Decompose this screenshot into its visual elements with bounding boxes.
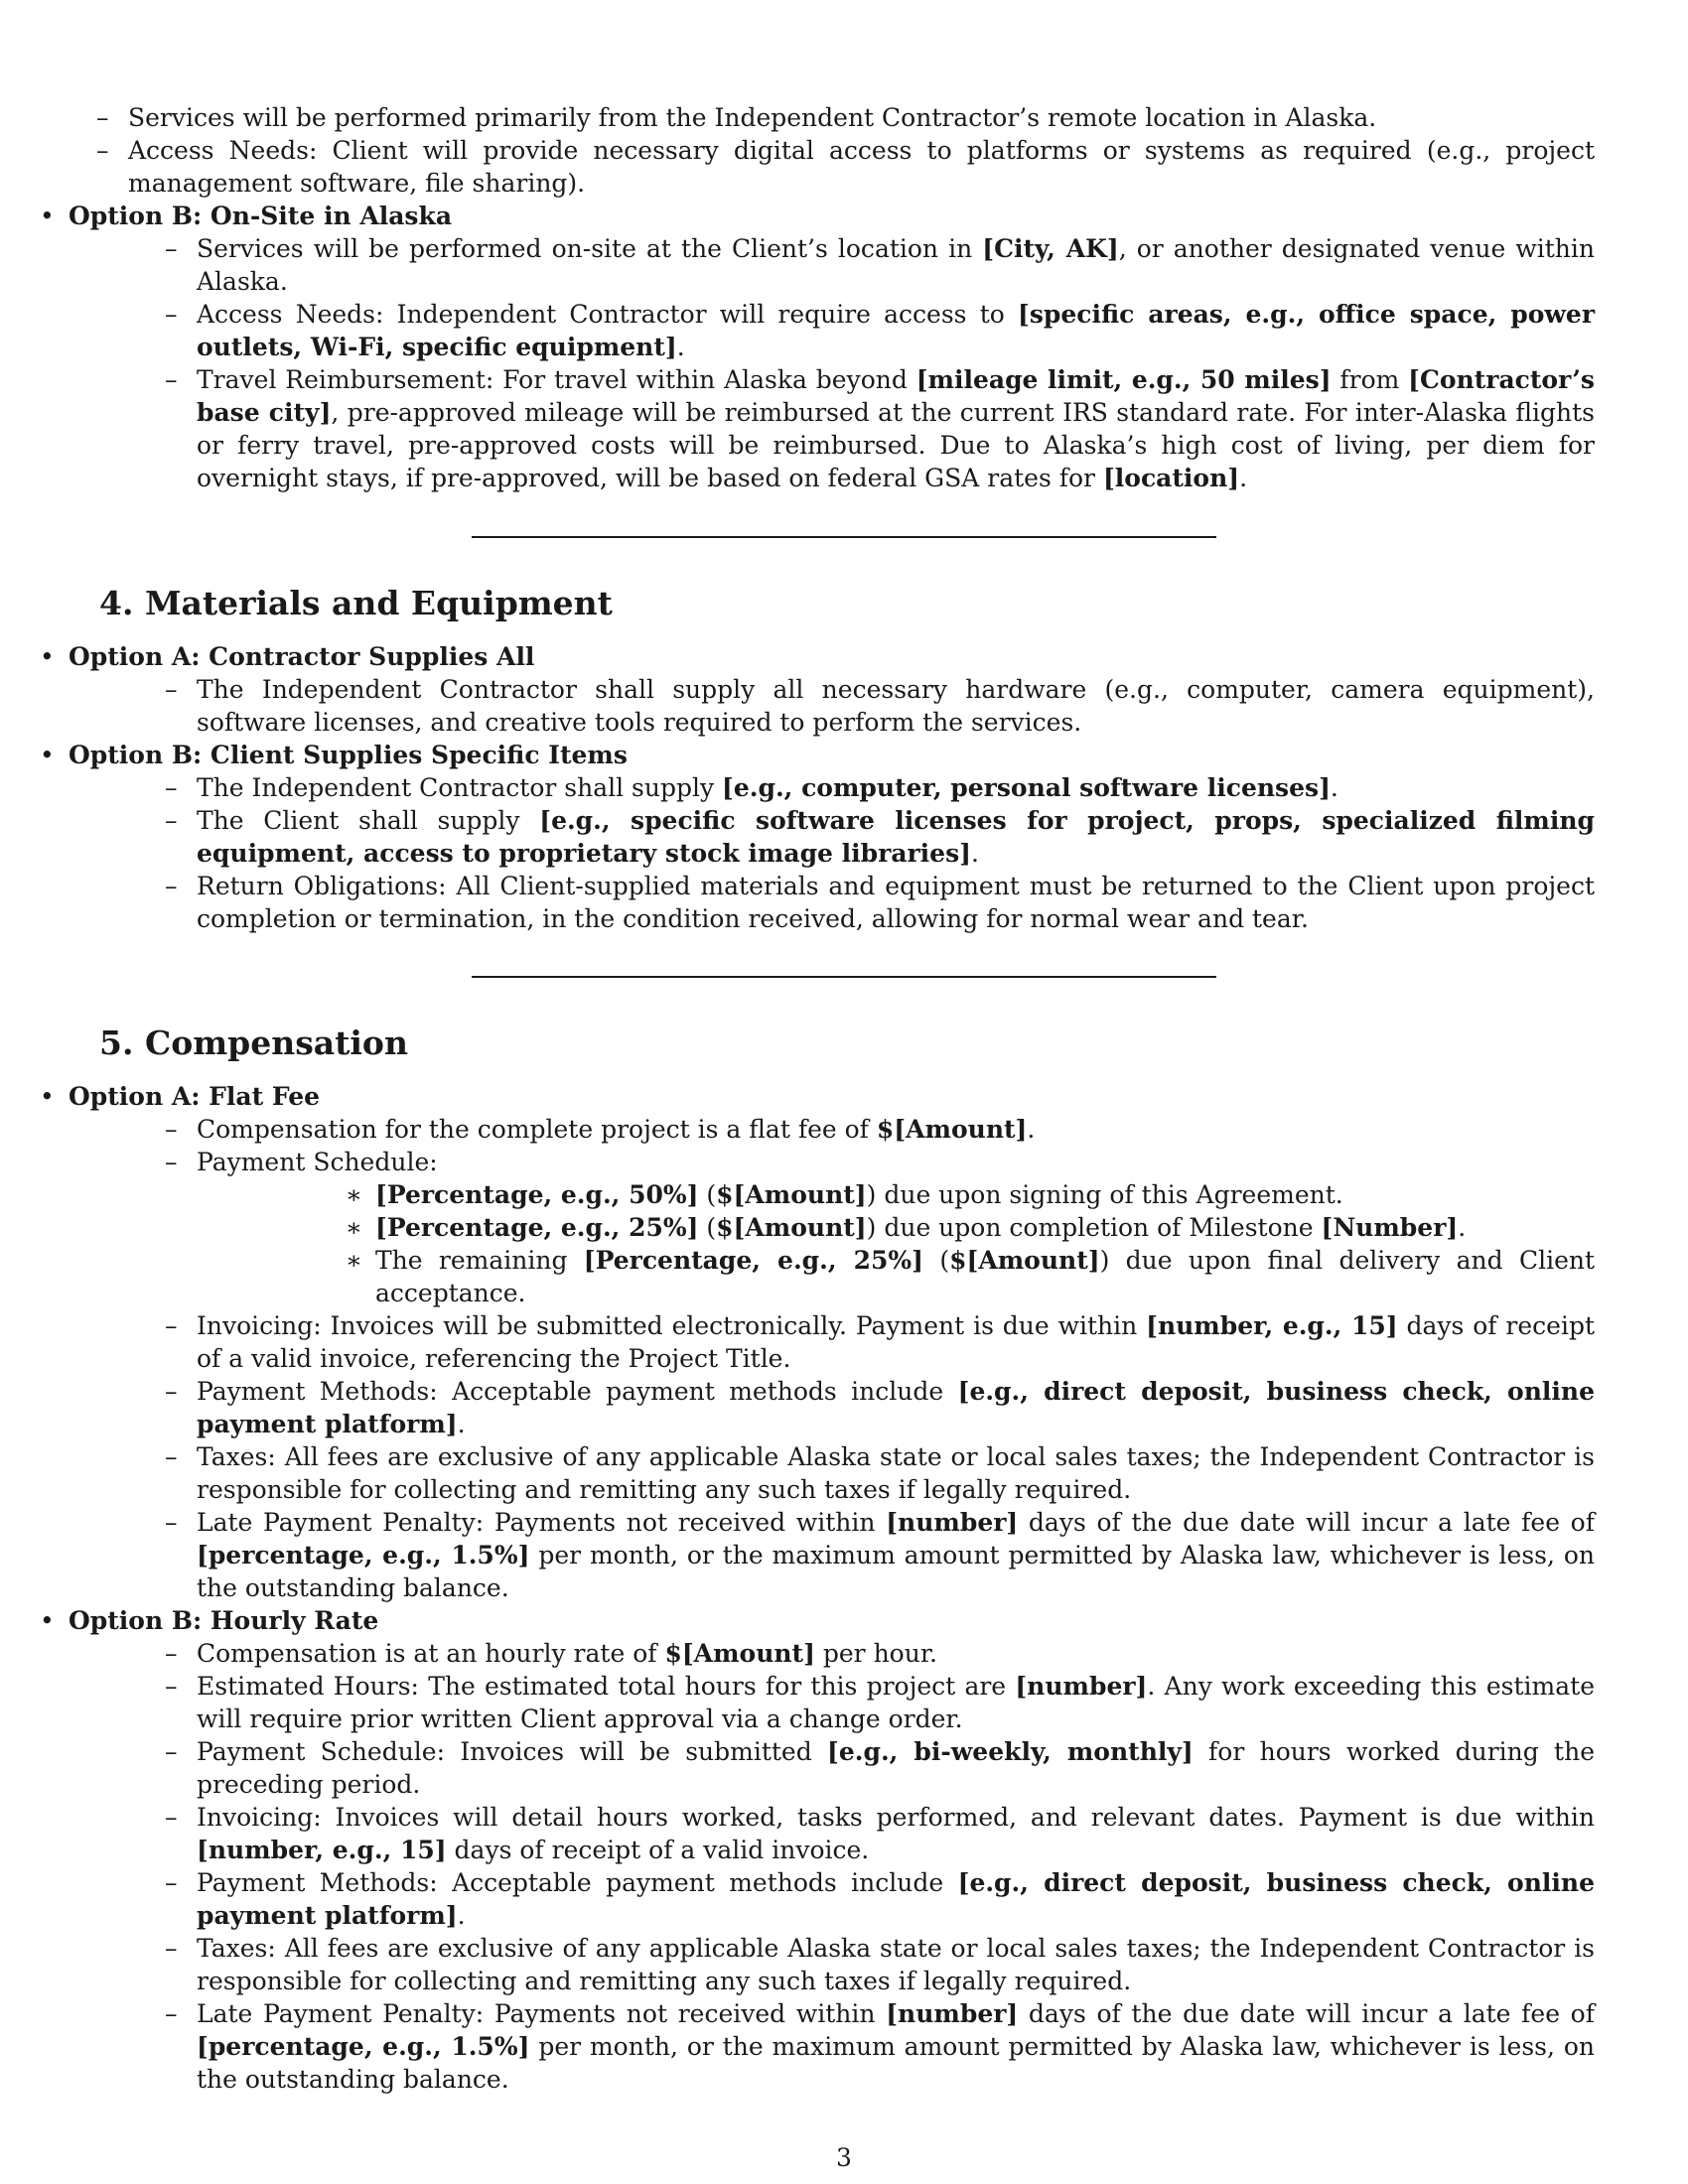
list-item: [69, 1506, 1688, 1604]
section-4-title: 4. Materials and Equipment: [99, 584, 613, 622]
dash-marker: –: [165, 1442, 178, 1471]
dash-marker: –: [165, 365, 178, 394]
list-item: [197, 1211, 1688, 1244]
list-item: [0, 134, 1688, 200]
dash-marker: –: [96, 136, 109, 165]
item-text: Compensation for the complete project is a flat fee of $[Amount].: [197, 1115, 1036, 1144]
list-item: [69, 870, 1688, 935]
list-item: [69, 1670, 1688, 1735]
dash-marker: –: [165, 1311, 178, 1340]
dash-marker: –: [165, 1934, 178, 1963]
option-item: [0, 1604, 1688, 2096]
option-subitems: [69, 771, 1688, 935]
item-text: Compensation is at an hourly rate of $[Amount] per hour.: [197, 1639, 937, 1668]
list-item: [69, 1735, 1688, 1801]
section-5-body: [0, 1080, 1688, 2096]
section-divider: [472, 976, 1216, 978]
list-item: [69, 1637, 1688, 1670]
list-item: [69, 804, 1688, 870]
dash-marker: –: [165, 1115, 178, 1144]
item-text: Access Needs: Client will provide necessary digital access to platforms or systems as required (e.g., project management software, file sharing).: [128, 136, 1595, 198]
item-text: The Independent Contractor shall supply all necessary hardware (e.g., computer, camera equipment), software licenses, and creative tools required to perform the services.: [197, 675, 1595, 737]
dash-marker: –: [165, 1148, 178, 1176]
list-item: [69, 1440, 1688, 1506]
list-item: [69, 1146, 1688, 1309]
item-text: [Percentage, e.g., 50%] ($[Amount]) due upon signing of this Agreement.: [375, 1180, 1343, 1209]
dash-marker: –: [96, 103, 109, 132]
item-text: Payment Methods: Acceptable payment methods include [e.g., direct deposit, business check, online payment platform].: [197, 1377, 1595, 1438]
item-text: Payment Schedule:: [197, 1148, 438, 1176]
item-text: Late Payment Penalty: Payments not received within [number] days of the due date will incur a late fee of [percentage, e.g., 1.5%] per month, or the maximum amount permitted by Alaska law, whichever is less, on the outstanding balance.: [197, 1508, 1595, 1602]
option-subitems: [69, 1113, 1688, 1604]
option-title: Option B: Client Supplies Specific Items: [69, 741, 628, 769]
item-text: The remaining [Percentage, e.g., 25%] ($[Amount]) due upon final delivery and Client acceptance.: [375, 1246, 1596, 1307]
bullet-marker: •: [40, 1082, 55, 1111]
item-text: Return Obligations: All Client-supplied materials and equipment must be returned to the Client upon project completion or termination, in the condition received, allowing for normal wear and tear.: [197, 872, 1595, 933]
dash-marker: –: [165, 675, 178, 704]
dash-marker: –: [165, 1508, 178, 1537]
dash-marker: –: [165, 1672, 178, 1701]
list-item: [69, 1309, 1688, 1375]
item-text: Late Payment Penalty: Payments not received within [number] days of the due date will incur a late fee of [percentage, e.g., 1.5%] per month, or the maximum amount permitted by Alaska law, whichever is less, on the outstanding balance.: [197, 1999, 1595, 2094]
item-text: The Client shall supply [e.g., specific software licenses for project, props, specialized filming equipment, access to proprietary stock image libraries].: [197, 806, 1595, 868]
list-item: [69, 1113, 1688, 1146]
dash-marker: –: [165, 1803, 178, 1832]
list-item: [197, 1178, 1688, 1211]
list-item: [69, 1997, 1688, 2096]
item-text: Estimated Hours: The estimated total hours for this project are [number]. Any work exceeding this estimate will require prior written Client approval via a change order.: [197, 1672, 1595, 1733]
on-site-option: [0, 200, 1688, 494]
asterisk-marker: ∗: [346, 1180, 362, 1209]
payment-schedule-list: [197, 1178, 1688, 1309]
item-text: [Percentage, e.g., 25%] ($[Amount]) due upon completion of Milestone [Number].: [375, 1213, 1467, 1242]
list-item: [69, 673, 1688, 739]
list-item: [69, 1375, 1688, 1440]
option-title: Option B: On-Site in Alaska: [69, 202, 453, 230]
page-number: 3: [836, 2143, 852, 2172]
option-item: [0, 200, 1688, 494]
item-text: Invoicing: Invoices will detail hours worked, tasks performed, and relevant dates. Payment is due within [number, e.g., 15] days of receipt of a valid invoice.: [197, 1803, 1595, 1864]
asterisk-marker: ∗: [346, 1246, 362, 1275]
option-title: Option A: Contractor Supplies All: [69, 642, 535, 671]
bullet-marker: •: [40, 741, 55, 769]
compensation-options: [0, 1080, 1688, 2096]
dash-marker: –: [165, 1737, 178, 1766]
list-item: [69, 1866, 1688, 1932]
dash-marker: –: [165, 300, 178, 329]
item-text: Access Needs: Independent Contractor will require access to [specific areas, e.g., office space, power outlets, Wi-Fi, specific equipment].: [197, 300, 1595, 361]
list-item: [69, 771, 1688, 804]
list-item: [69, 1801, 1688, 1866]
option-subitems: [69, 232, 1688, 494]
dash-marker: –: [165, 1868, 178, 1897]
item-text: Services will be performed on-site at the Client’s location in [City, AK], or another designated venue within Alaska.: [197, 234, 1595, 296]
option-item: [0, 640, 1688, 739]
list-item: [0, 101, 1688, 134]
remote-option-items: [0, 101, 1688, 200]
bullet-marker: •: [40, 202, 55, 230]
item-text: The Independent Contractor shall supply [e.g., computer, personal software licenses].: [197, 773, 1338, 802]
list-item: [69, 363, 1688, 494]
bullet-marker: •: [40, 642, 55, 671]
item-text: Payment Schedule: Invoices will be submitted [e.g., bi-weekly, monthly] for hours worked during the preceding period.: [197, 1737, 1595, 1799]
option-item: [0, 1080, 1688, 1604]
item-text: Services will be performed primarily from the Independent Contractor’s remote location in Alaska.: [128, 103, 1377, 132]
option-subitems: [69, 1637, 1688, 2096]
dash-marker: –: [165, 1639, 178, 1668]
materials-options: [0, 640, 1688, 935]
dash-marker: –: [165, 234, 178, 263]
option-title: Option B: Hourly Rate: [69, 1606, 379, 1635]
list-item: [69, 232, 1688, 298]
section-5-title: 5. Compensation: [99, 1024, 408, 1062]
item-text: Travel Reimbursement: For travel within Alaska beyond [mileage limit, e.g., 50 miles] from [Contractor’s base city], pre-approved mileage will be reimbursed at the current IRS standard rate. For inter-Alaska flights or ferry travel, pre-approved costs will be reimbursed. Due to Alaska’s high cost of living, per diem for overnight stays, if pre-approved, will be based on federal GSA rates for [location].: [197, 365, 1595, 492]
option-subitems: [69, 673, 1688, 739]
item-text: Invoicing: Invoices will be submitted electronically. Payment is due within [number, e.g., 15] days of receipt of a valid invoice, referencing the Project Title.: [197, 1311, 1595, 1373]
list-item: [69, 298, 1688, 363]
asterisk-marker: ∗: [346, 1213, 362, 1242]
list-item: [197, 1244, 1688, 1309]
dash-marker: –: [165, 1999, 178, 2028]
dash-marker: –: [165, 1377, 178, 1406]
item-text: Payment Methods: Acceptable payment methods include [e.g., direct deposit, business check, online payment platform].: [197, 1868, 1595, 1930]
item-text: Taxes: All fees are exclusive of any applicable Alaska state or local sales taxes; the Independent Contractor is responsible for collecting and remitting any such taxes if legally required.: [197, 1442, 1595, 1504]
dash-marker: –: [165, 773, 178, 802]
dash-marker: –: [165, 872, 178, 900]
section-4-body: [0, 640, 1688, 935]
option-item: [0, 739, 1688, 935]
dash-marker: –: [165, 806, 178, 835]
bullet-marker: •: [40, 1606, 55, 1635]
location-options-continued: [0, 101, 1688, 494]
item-text: Taxes: All fees are exclusive of any applicable Alaska state or local sales taxes; the Independent Contractor is responsible for collecting and remitting any such taxes if legally required.: [197, 1934, 1595, 1995]
option-title: Option A: Flat Fee: [69, 1082, 321, 1111]
list-item: [69, 1932, 1688, 1997]
section-divider: [472, 536, 1216, 538]
